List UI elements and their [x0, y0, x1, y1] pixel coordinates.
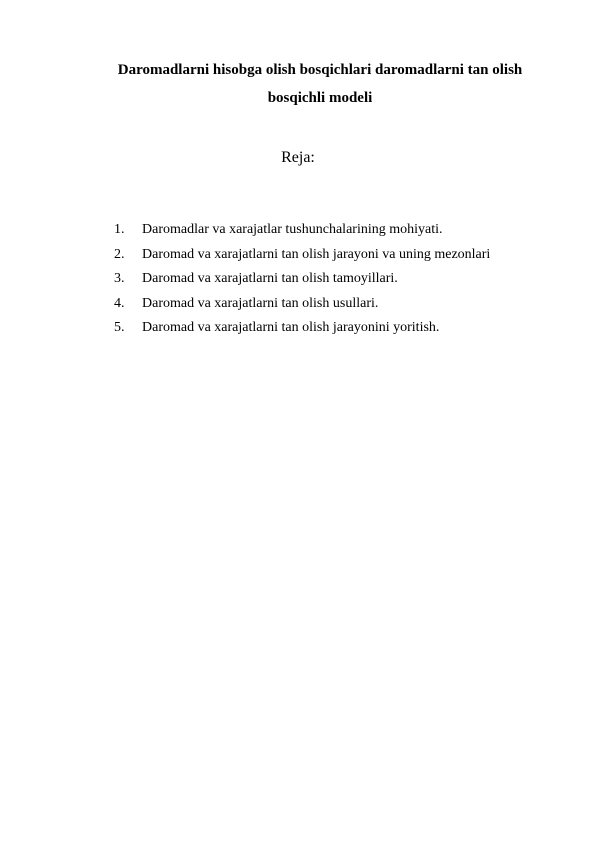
plan-item	[114, 316, 490, 341]
plan-item	[114, 267, 490, 292]
plan-item-number: 3.	[114, 271, 125, 286]
plan-item-text: Daromad va xarajatlarni tan olish tamoyillari.	[142, 271, 398, 286]
plan-item-text: Daromadlar va xarajatlar tushunchalarining mohiyati.	[142, 222, 443, 237]
plan-item-number: 4.	[114, 295, 125, 311]
plan-item-number: 5.	[114, 320, 125, 335]
plan-item-number: 1.	[114, 222, 125, 237]
plan-item-number: 2.	[114, 246, 125, 262]
plan-item	[114, 243, 490, 268]
plan-list	[114, 218, 490, 341]
plan-item	[114, 218, 490, 243]
plan-item-text: Daromad va xarajatlarni tan olish jarayonini yoritish.	[142, 320, 440, 335]
title-line-2: bosqichli modeli	[267, 90, 373, 106]
plan-item-text: Daromad va xarajatlarni tan olish usullari.	[142, 295, 379, 311]
title-line-1: Daromadlarni hisobga olish bosqichlari daromadlarni tan olish	[117, 62, 523, 78]
plan-item	[114, 292, 490, 317]
plan-heading: Reja:	[281, 149, 315, 166]
document-title	[90, 56, 550, 112]
plan-item-text: Daromad va xarajatlarni tan olish jarayoni va uning mezonlari	[142, 246, 491, 262]
